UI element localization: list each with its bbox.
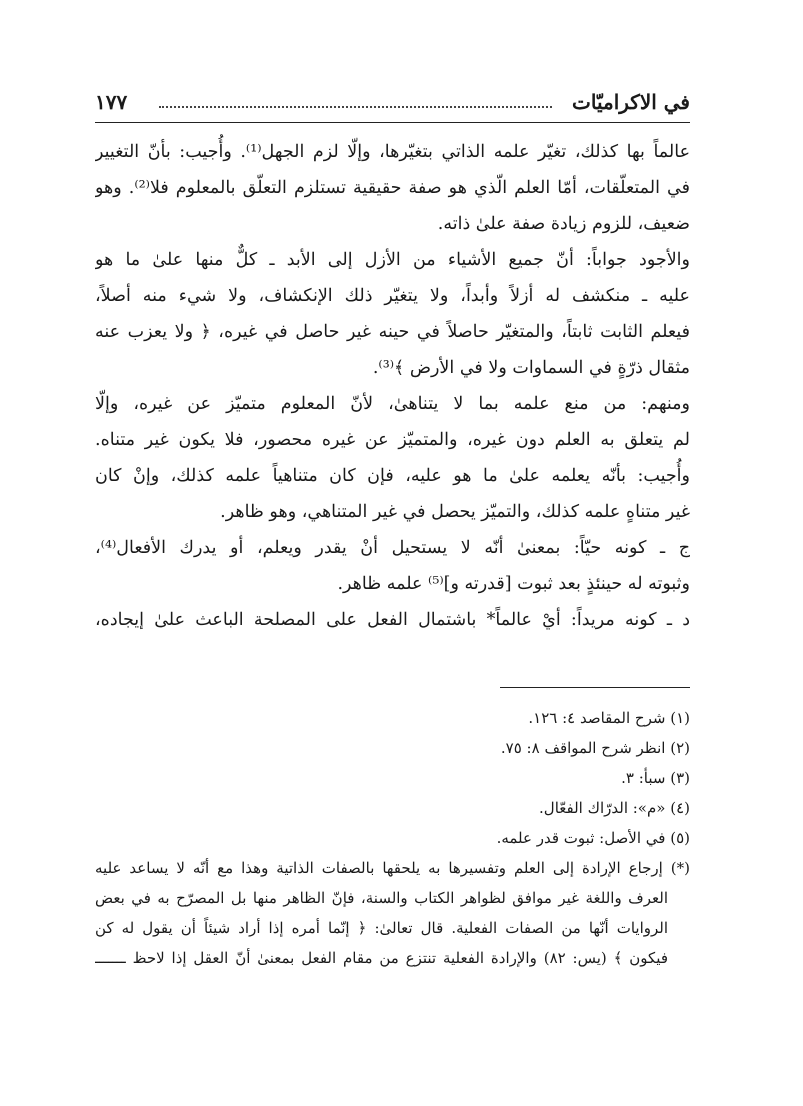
footnote: (٥) في الأصل: ثبوت قدر علمه.	[496, 829, 690, 847]
text-line: في المتعلّقات، أمّا العلم الّذي هو صفة حقيقية تستلزم التعلّق بالمعلوم فلا⁽²⁾. وهو	[95, 178, 690, 198]
footnote-star-line: (*) إرجاع الإرادة إلى العلم وتفسيرها به يلحقها بالصفات الذاتية وهذا مع أنّه لا يساعد عليه	[95, 859, 690, 877]
text-line: د ـ كونه مريداً: أيْ عالماً* باشتمال الفعل على المصلحة الباعث علىٰ إيجاده،	[95, 610, 690, 630]
footnote-star-line: فيكون ﴾ (يس: ٨٢) والإرادة الفعلية تنتزع من مقام الفعل بمعنىٰ أنّ العقل إذا لاحظ ـــــــ	[95, 949, 669, 967]
text-line: مثقال ذرّةٍ في السماوات ولا في الأرض ﴾⁽³⁾.	[372, 358, 690, 378]
page-number: ١٧٧	[95, 90, 128, 114]
header-leader-dots	[159, 106, 552, 108]
text-line: وأُجيب: بأنّه يعلمه علىٰ ما هو عليه، فإن كان متناهياً علمه كذلك، وإنْ كان	[95, 466, 690, 486]
text-line: والأجود جواباً: أنّ جميع الأشياء من الأزل إلى الأبد ـ كلٌّ منها علىٰ ما هو	[95, 250, 690, 270]
text-line: وثبوته له حينئذٍ بعد ثبوت [قدرته و]⁽⁵⁾ علمه ظاهر.	[337, 574, 690, 594]
header-title: في الاكراميّات	[572, 90, 690, 114]
text-line: ج ـ كونه حيّاً: بمعنىٰ أنّه لا يستحيل أنْ يقدر ويعلم، أو يدرك الأفعال⁽⁴⁾،	[95, 538, 690, 558]
footnote-star-line: الروايات أنّها من الصفات الفعلية. قال تعالىٰ: ﴿ إنّما أمره إذا أراد شيئاً أن يقول له كن	[95, 919, 668, 937]
main-text	[95, 134, 690, 638]
text-line: فيعلم الثابت ثابتاً، والمتغيّر حاصلاً في حينه غير حاصل في غيره، ﴿ ولا يعزب عنه	[95, 322, 690, 342]
footnotes	[95, 703, 690, 973]
text-line: عليه ـ منكشف له أزلاً وأبداً، ولا يتغيّر ذلك الإنكشاف، ولا شيء منه أصلاً،	[95, 286, 690, 306]
footnote-separator	[500, 687, 690, 688]
text-line: ومنهم: من منع علمه بما لا يتناهىٰ، لأنّ المعلوم متميّز عن غيره، وإلّا	[95, 394, 690, 414]
footnote: (٢) انظر شرح المواقف ٨: ٧٥.	[500, 739, 690, 757]
footnote-star-line: العرف واللغة غير موافق لظواهر الكتاب والسنة، فإنّ الظاهر منها بل المصرّح به في بعض	[95, 889, 668, 907]
footnote: (٤) «م»: الدرّاك الفعّال.	[539, 799, 690, 817]
text-line: ضعيف، للزوم زيادة صفة علىٰ ذاته.	[437, 214, 690, 234]
footnote: (٣) سبأ: ٣.	[621, 769, 690, 787]
text-line: غير متناهٍ علمه كذلك، والتميّز يحصل في غير المتناهي، وهو ظاهر.	[220, 502, 690, 522]
text-line: عالماً بها كذلك، تغيّر علمه الذاتي بتغيّرها، وإلّا لزم الجهل⁽¹⁾. وأُجيب: بأنّ التغيير	[95, 142, 690, 162]
text-line: لم يتعلق به العلم دون غيره، والمتميّز عن غيره محصور، فلا يكون غير متناه.	[95, 430, 690, 450]
running-header	[95, 88, 690, 123]
footnote: (١) شرح المقاصد ٤: ١٢٦.	[528, 709, 690, 727]
